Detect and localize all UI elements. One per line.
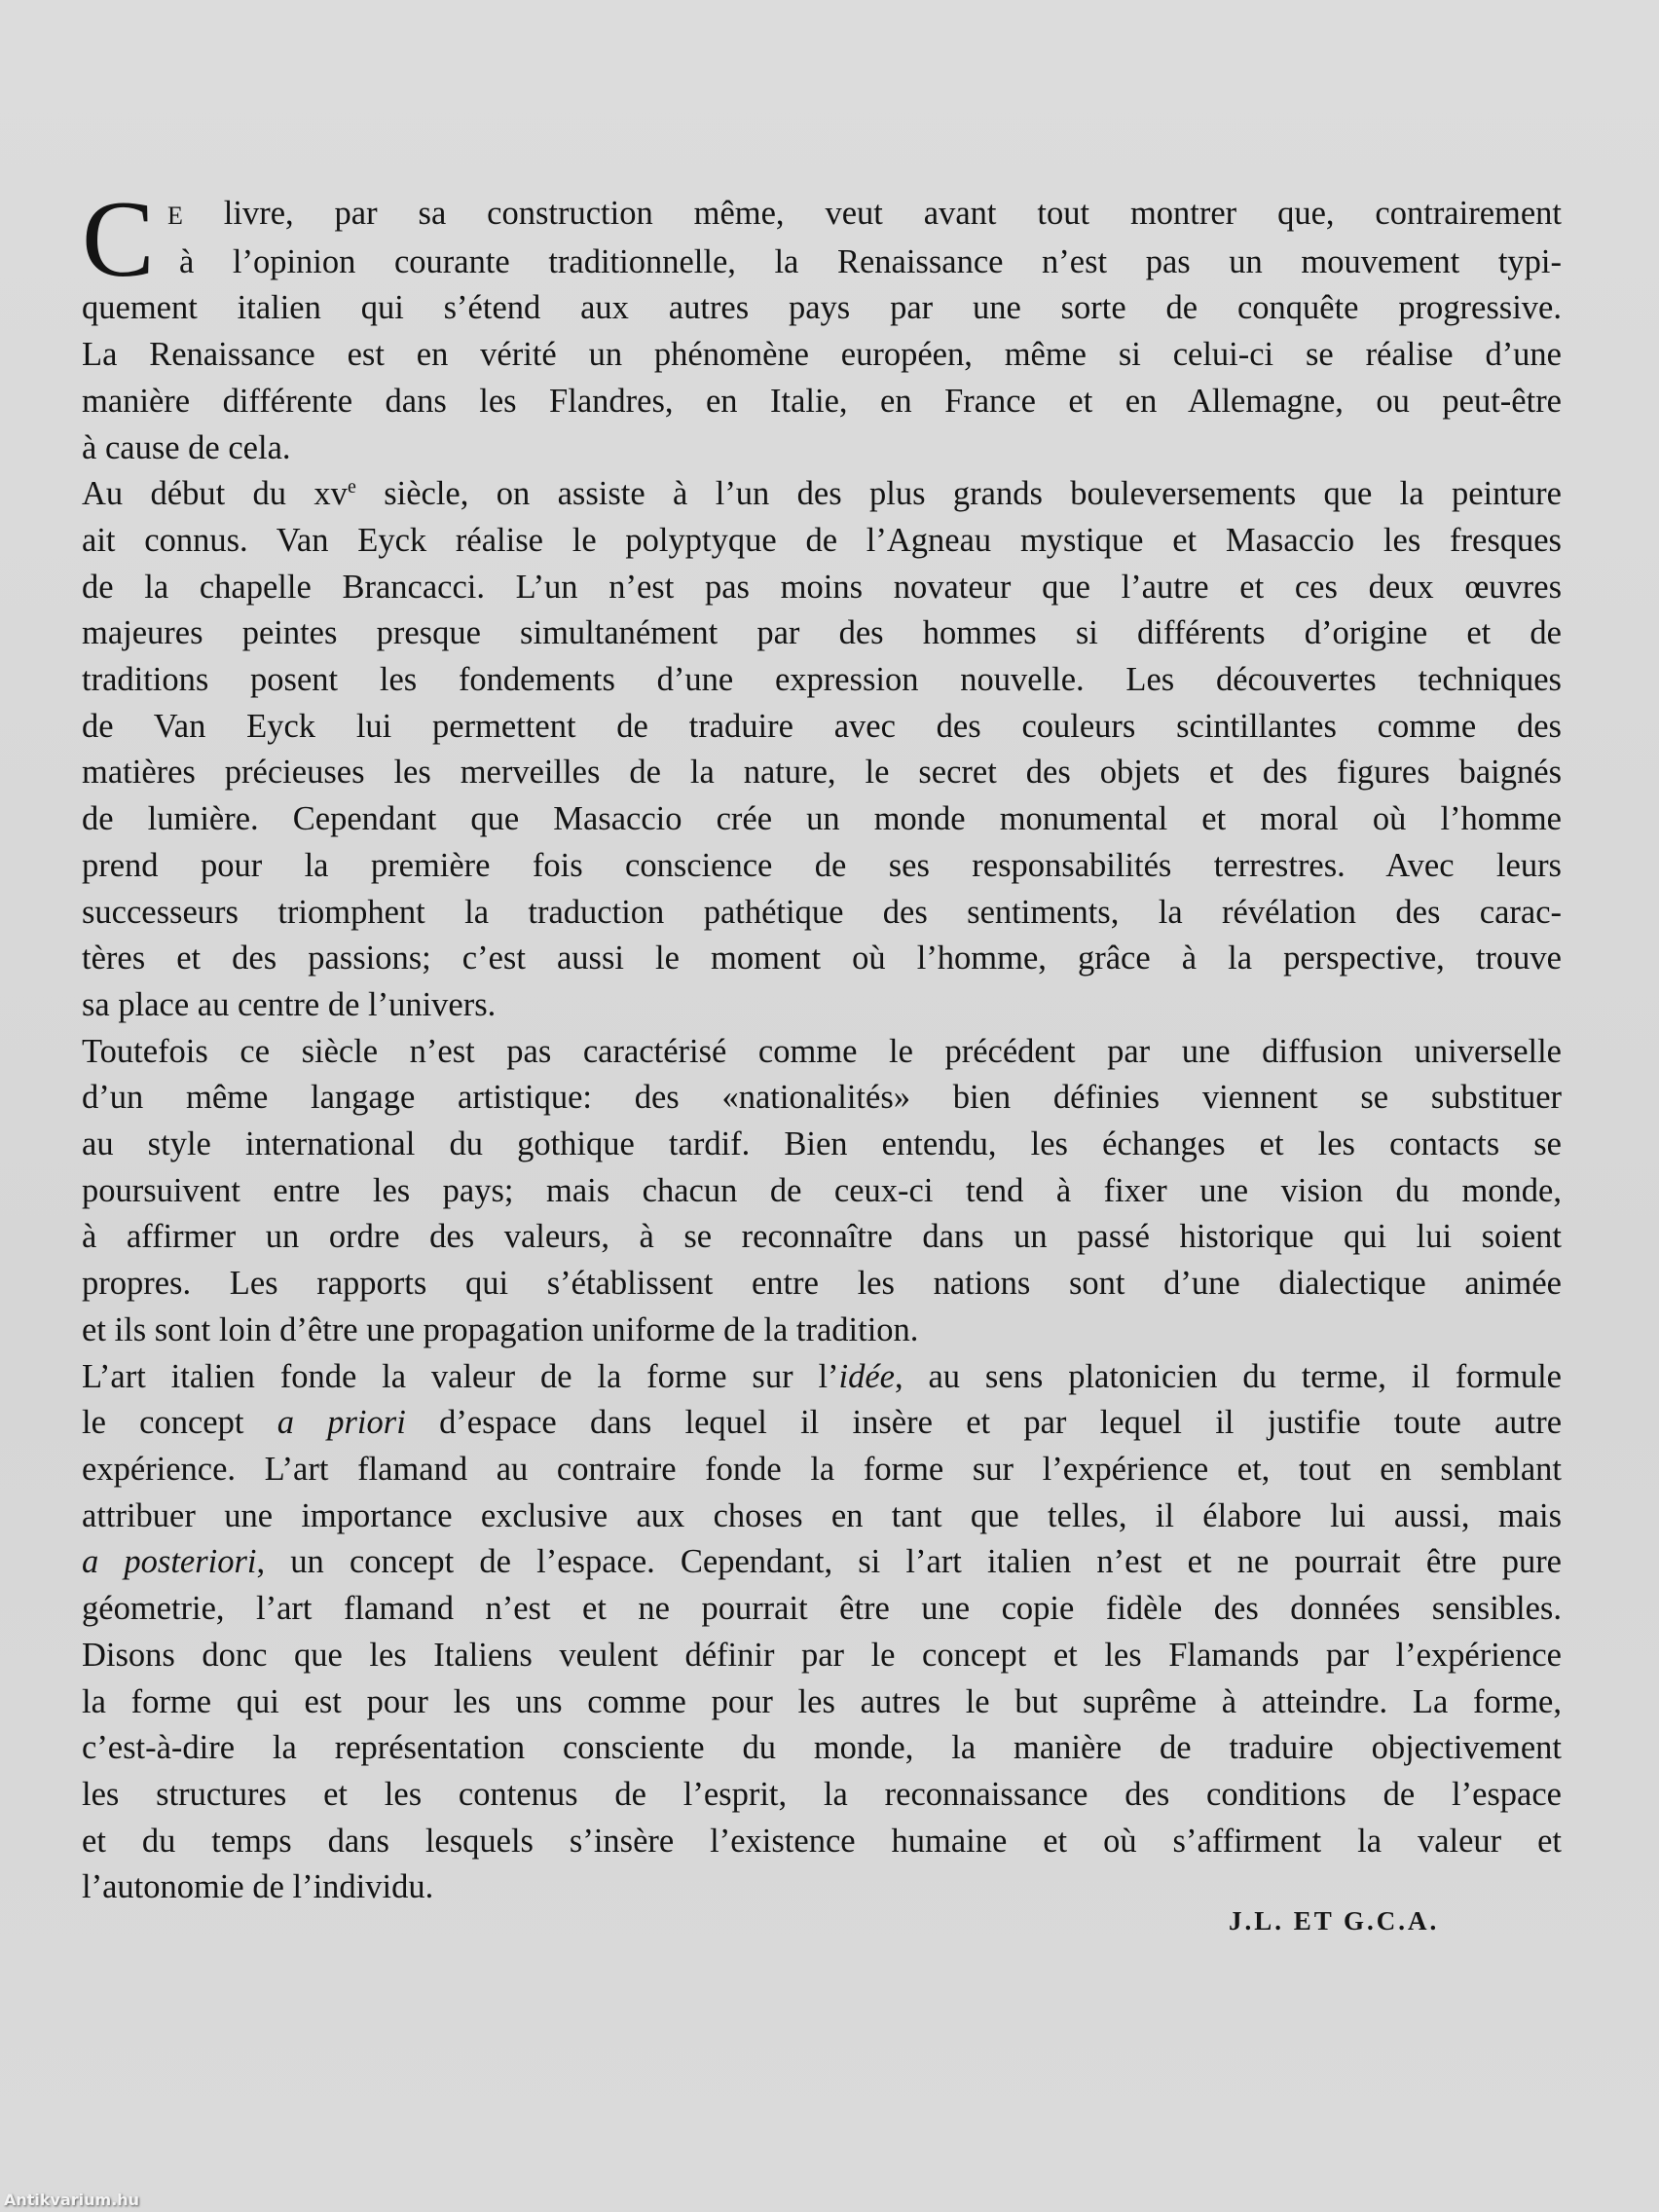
text-segment: , un concept de l’espace. Cependant, si l’art italien n’est et ne pourrait être pure [256,1543,1562,1581]
text-line [82,240,1562,286]
italic-text: idée [838,1357,895,1395]
text-line [82,285,1562,332]
text-line [82,1819,1562,1865]
text-segment: les structures et les contenus de l’esprit, la reconnaissance des conditions de l’espace [82,1775,1562,1813]
text-segment: géometrie, l’art flamand n’est et ne pourrait être une copie fidèle des données sensibles. [82,1590,1562,1628]
text-segment: L’art italien fonde la valeur de la forme sur l’ [82,1357,839,1395]
text-segment: Disons donc que les Italiens veulent définir par le concept et les Flamands par l’expérience [82,1636,1562,1674]
text-line [82,1168,1562,1215]
text-line [82,843,1562,890]
text-segment: , au sens platonicien du terme, il formule [895,1357,1562,1395]
text-line [82,191,1562,240]
text-line [82,1029,1562,1076]
text-segment: d’un même langage artistique: des «nationalités» bien définies viennent se substituer [82,1079,1562,1117]
text-line [82,1864,1562,1911]
text-segment: tères et des passions; c’est aussi le moment où l’homme, grâce à la perspective, trouve [82,940,1562,977]
text-segment: Au début du xv [82,475,348,513]
text-segment: La Renaissance est en vérité un phénomène européen, même si celui-ci se réalise d’une [82,336,1562,374]
text-segment: Toutefois ce siècle n’est pas caractérisé comme le précédent par une diffusion universelle [82,1032,1562,1070]
text-segment: propres. Les rapports qui s’établissent entre les nations sont d’une dialectique animée [82,1265,1562,1303]
text-line [82,1354,1562,1401]
text-line [82,1539,1562,1586]
italic-text: a priori [276,1404,406,1442]
text-segment: expérience. L’art flamand au contraire fonde la forme sur l’expérience et, tout en semblant [82,1450,1562,1488]
text-line [82,379,1562,425]
text-segment: siècle, on assiste à l’un des plus grands bouleversements que la peinture [355,475,1562,513]
text-line [82,936,1562,982]
text-line [82,518,1562,565]
text-segment: à l’opinion courante traditionnelle, la Renaissance n’est pas un mouvement typi- [179,242,1562,280]
signature: J.L. ET G.C.A. [1229,1906,1440,1936]
text-line [82,1493,1562,1540]
text-segment: d’espace dans lequel il insère et par lequel il justifie toute autre [405,1404,1563,1442]
text-line [82,657,1562,704]
text-line [82,750,1562,796]
watermark: Antikvarium.hu [4,2191,140,2209]
text-line [82,1772,1562,1819]
text-segment: attribuer une importance exclusive aux choses en tant que telles, il élabore lui aussi, mais [82,1496,1562,1534]
text-segment: sa place au centre de l’univers. [82,985,497,1023]
text-line [82,704,1562,751]
text-line [82,1725,1562,1772]
text-segment: quement italien qui s’étend aux autres pays par une sorte de conquête progressive. [82,289,1562,327]
text-line [82,1122,1562,1168]
text-segment: la forme qui est pour les uns comme pour les autres le but suprême à atteindre. La forme, [82,1682,1562,1720]
text-segment: prend pour la première fois conscience de ses responsabilités terrestres. Avec leurs [82,846,1562,884]
text-segment: et ils sont loin d’être une propagation uniforme de la tradition. [82,1310,919,1348]
text-line [82,610,1562,657]
text-segment: c’est-à-dire la représentation consciente du monde, la manière de traduire objectivement [82,1729,1562,1767]
text-line [82,471,1562,518]
text-segment: traditions posent les fondements d’une expression nouvelle. Les découvertes techniques [82,661,1562,699]
text-segment: l’autonomie de l’individu. [82,1868,434,1906]
text-segment: livre, par sa construction même, veut avant tout montrer que, contrairement [182,195,1562,232]
text-segment: majeures peintes presque simultanément par des hommes si différents d’origine et de [82,614,1562,652]
text-line [82,565,1562,611]
italic-text: a posteriori [82,1543,257,1581]
text-line [82,890,1562,937]
text-segment: de lumière. Cependant que Masaccio crée un monde monumental et moral où l’homme [82,800,1562,838]
text-segment: et du temps dans lesquels s’insère l’existence humaine et où s’affirment la valeur et [82,1822,1562,1860]
text-segment: à cause de cela. [82,428,291,466]
preface-text [82,179,1563,1911]
text-segment: e [347,476,356,498]
text-segment: de la chapelle Brancacci. L’un n’est pas moins novateur que l’autre et ces deux œuvres [82,568,1562,606]
text-line [82,425,1562,472]
text-segment: matières précieuses les merveilles de la nature, le secret des objets et des figures baignés [82,754,1562,792]
text-segment: manière différente dans les Flandres, en Italie, en France et en Allemagne, ou peut-être [82,382,1562,420]
text-segment: de Van Eyck lui permettent de traduire avec des couleurs scintillantes comme des [82,707,1562,745]
text-segment: le concept [82,1404,277,1442]
text-line [82,1679,1562,1726]
text-segment: E [167,202,183,230]
text-line [82,982,1562,1029]
text-segment: à affirmer un ordre des valeurs, à se reconnaître dans un passé historique qui lui soient [82,1218,1562,1256]
text-line [82,1633,1562,1679]
text-line [82,332,1562,379]
text-line [82,796,1562,843]
text-line [82,1586,1562,1633]
text-line [82,1308,1562,1354]
text-segment: successeurs triomphent la traduction pathétique des sentiments, la révélation des carac- [82,893,1562,931]
text-line [82,1075,1562,1122]
drop-cap: C [82,179,155,300]
text-line [82,1400,1562,1447]
text-line [82,1447,1562,1493]
text-segment: poursuivent entre les pays; mais chacun de ceux-ci tend à fixer une vision du monde, [82,1171,1562,1209]
text-line [82,1261,1562,1308]
text-segment: au style international du gothique tardif. Bien entendu, les échanges et les contacts se [82,1125,1562,1163]
text-line [82,1214,1562,1261]
text-segment: ait connus. Van Eyck réalise le polyptyque de l’Agneau mystique et Masaccio les fresques [82,521,1562,559]
